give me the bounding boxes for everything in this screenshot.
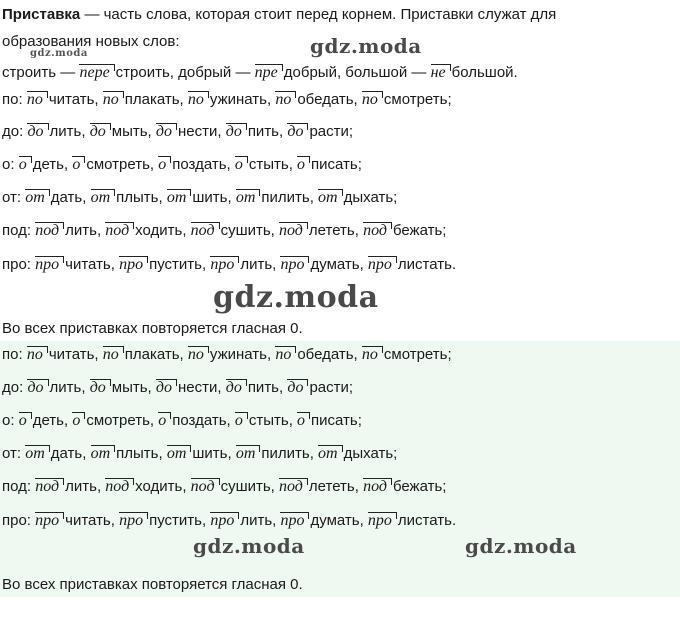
word-root: плыть, xyxy=(116,445,167,462)
word-root: пить, xyxy=(247,379,288,396)
prefix-mark: о xyxy=(19,412,32,430)
word-root: бежать; xyxy=(392,222,447,239)
prefix-mark: по xyxy=(188,346,209,364)
prefix-mark: о xyxy=(158,412,171,430)
word-root: шить, xyxy=(192,189,236,206)
prefix-mark: от xyxy=(25,189,50,207)
word-root: пустить, xyxy=(149,512,211,529)
word-root: читать, xyxy=(65,256,120,273)
word-root: обедать, xyxy=(297,346,362,363)
prefix-mark: до xyxy=(90,379,111,397)
prefix-mark: под xyxy=(363,222,392,240)
prefix-mark: про xyxy=(210,512,239,530)
prefix-mark: про xyxy=(368,256,397,274)
word-root: ходить, xyxy=(135,478,191,495)
prefix-mark: от xyxy=(318,189,343,207)
definition-line-2: образования новых слов: xyxy=(2,33,180,50)
word-root: пилить, xyxy=(261,445,319,462)
word-root: писать; xyxy=(311,156,362,173)
row-label: о: xyxy=(2,412,19,429)
word-root: плыть, xyxy=(116,189,167,206)
word-root: листать. xyxy=(397,512,457,529)
row-label: про: xyxy=(2,512,36,529)
prefix-mark: от xyxy=(91,445,116,463)
prefix-mark: под xyxy=(105,222,134,240)
prefix-mark: под xyxy=(105,478,134,496)
word-root: думать, xyxy=(310,512,368,529)
prefix-mark: о xyxy=(72,412,85,430)
prefix-mark: про xyxy=(368,512,397,530)
word-root: поздать, xyxy=(172,156,235,173)
row-label: под: xyxy=(2,222,36,239)
prefix-mark: от xyxy=(91,189,116,207)
prefix-mark: пере xyxy=(79,64,114,82)
prefix-mark: от xyxy=(25,445,50,463)
word-root: сушить, xyxy=(220,478,279,495)
word-root: пить, xyxy=(247,123,288,140)
row-label: до: xyxy=(2,123,28,140)
word-root: лететь, xyxy=(308,478,364,495)
prefix-mark: под xyxy=(279,222,308,240)
prefix-mark: от xyxy=(318,445,343,463)
term-word: Приставка xyxy=(2,6,81,23)
row-label: от: xyxy=(2,189,26,206)
prefix-mark: под xyxy=(191,222,220,240)
example-line: строить — пере строить, добрый — пре добрый, большой — не большой. xyxy=(2,64,518,81)
prefix-mark: про xyxy=(119,512,148,530)
prefix-mark: до xyxy=(226,379,247,397)
prefix-row-3 xyxy=(2,445,397,463)
conclusion-1: Во всех приставках повторяется гласная 0. xyxy=(2,320,303,337)
word-root: шить, xyxy=(192,445,236,462)
prefix-mark: под xyxy=(279,478,308,496)
prefix-row-4 xyxy=(2,222,446,240)
prefix-row-2 xyxy=(2,412,362,430)
word-root: смотреть, xyxy=(86,412,159,429)
word-root: дать, xyxy=(50,445,91,462)
prefix-mark: про xyxy=(280,512,309,530)
word-root: смотреть, xyxy=(86,156,159,173)
word-root: лить, xyxy=(240,512,281,529)
word-root: плакать, xyxy=(124,91,188,108)
prefix-mark: про xyxy=(119,256,148,274)
word-root: обедать, xyxy=(297,91,362,108)
prefix-mark: под xyxy=(35,222,64,240)
prefix-row-5 xyxy=(2,512,456,530)
row-label: по: xyxy=(2,91,27,108)
prefix-mark: о xyxy=(158,156,171,174)
prefix-mark: до xyxy=(27,123,48,141)
prefix-mark: под xyxy=(363,478,392,496)
prefix-mark: до xyxy=(27,379,48,397)
prefix-row-0 xyxy=(2,91,452,109)
prefix-mark: от xyxy=(167,445,192,463)
prefix-mark: про xyxy=(35,512,64,530)
watermark-left: gdz.moda xyxy=(193,534,305,558)
row-label: про: xyxy=(2,256,36,273)
prefix-mark: под xyxy=(191,478,220,496)
word-root: читать, xyxy=(48,346,103,363)
word-root: лететь, xyxy=(308,222,364,239)
word-root: листать. xyxy=(397,256,457,273)
prefix-mark: о xyxy=(235,412,248,430)
definition-line-1 xyxy=(2,6,556,24)
prefix-mark: не xyxy=(431,64,451,82)
row-label: до: xyxy=(2,379,28,396)
word-root: ходить, xyxy=(135,222,191,239)
word-root: ужинать, xyxy=(209,91,276,108)
word-root: пустить, xyxy=(149,256,211,273)
prefix-mark: до xyxy=(156,123,177,141)
prefix-mark: по xyxy=(362,346,383,364)
prefix-mark: до xyxy=(287,123,308,141)
prefix-mark: по xyxy=(188,91,209,109)
word-root: поздать, xyxy=(172,412,235,429)
word-root: бежать; xyxy=(392,478,447,495)
prefix-mark: про xyxy=(280,256,309,274)
word-root: смотреть; xyxy=(383,91,452,108)
prefix-mark: по xyxy=(362,91,383,109)
prefix-mark: о xyxy=(19,156,32,174)
word-root: сушить, xyxy=(220,222,279,239)
word-root: стыть, xyxy=(248,156,298,173)
word-root: расти; xyxy=(309,123,354,140)
prefix-row-4 xyxy=(2,478,446,496)
prefix-mark: до xyxy=(156,379,177,397)
prefix-row-1 xyxy=(2,379,353,397)
prefix-row-3 xyxy=(2,189,397,207)
prefix-mark: пре xyxy=(255,64,283,82)
word-root: расти; xyxy=(309,379,354,396)
watermark-right: gdz.moda xyxy=(465,534,577,558)
word-root: дыхать; xyxy=(343,189,398,206)
prefix-mark: от xyxy=(167,189,192,207)
word-root: лить, xyxy=(65,478,106,495)
row-label: под: xyxy=(2,478,36,495)
word-root: писать; xyxy=(311,412,362,429)
word-root: плакать, xyxy=(124,346,188,363)
prefix-mark: до xyxy=(287,379,308,397)
prefix-mark: о xyxy=(72,156,85,174)
word-root: лить, xyxy=(240,256,281,273)
word-root: мыть, xyxy=(111,379,156,396)
word-root: деть, xyxy=(32,156,73,173)
prefix-mark: о xyxy=(235,156,248,174)
prefix-mark: о xyxy=(297,412,310,430)
prefix-mark: по xyxy=(27,91,48,109)
word-root: читать, xyxy=(65,512,120,529)
prefix-mark: по xyxy=(27,346,48,364)
prefix-mark: от xyxy=(236,445,261,463)
word-root: мыть, xyxy=(111,123,156,140)
prefix-mark: до xyxy=(90,123,111,141)
prefix-mark: от xyxy=(236,189,261,207)
word-root: лить, xyxy=(49,379,90,396)
conclusion-2: Во всех приставках повторяется гласная 0. xyxy=(2,576,303,593)
word-root: дыхать; xyxy=(343,445,398,462)
prefix-mark: про xyxy=(210,256,239,274)
row-label: о: xyxy=(2,156,19,173)
word-root: стыть, xyxy=(248,412,298,429)
prefix-row-1 xyxy=(2,123,353,141)
word-root: ужинать, xyxy=(209,346,276,363)
prefix-mark: по xyxy=(103,91,124,109)
row-label: по: xyxy=(2,346,27,363)
definition-text: — часть слова, которая стоит перед корнем. Приставки служат для xyxy=(80,6,557,23)
word-root: нести, xyxy=(178,123,226,140)
prefix-mark: о xyxy=(297,156,310,174)
row-label: от: xyxy=(2,445,26,462)
word-root: смотреть; xyxy=(383,346,452,363)
prefix-row-2 xyxy=(2,156,362,174)
prefix-row-0 xyxy=(2,346,452,364)
word-root: думать, xyxy=(310,256,368,273)
prefix-mark: по xyxy=(275,346,296,364)
watermark-small: gdz.moda xyxy=(30,48,88,59)
word-root: читать, xyxy=(48,91,103,108)
prefix-mark: про xyxy=(35,256,64,274)
word-root: лить, xyxy=(65,222,106,239)
prefix-mark: под xyxy=(35,478,64,496)
watermark-center: gdz.moda xyxy=(213,280,379,315)
word-root: дать, xyxy=(50,189,91,206)
watermark-top: gdz.moda xyxy=(310,34,422,58)
word-root: деть, xyxy=(32,412,73,429)
prefix-mark: по xyxy=(275,91,296,109)
word-root: лить, xyxy=(49,123,90,140)
word-root: пилить, xyxy=(261,189,319,206)
prefix-mark: до xyxy=(226,123,247,141)
word-root: нести, xyxy=(178,379,226,396)
prefix-mark: по xyxy=(103,346,124,364)
prefix-row-5 xyxy=(2,256,456,274)
